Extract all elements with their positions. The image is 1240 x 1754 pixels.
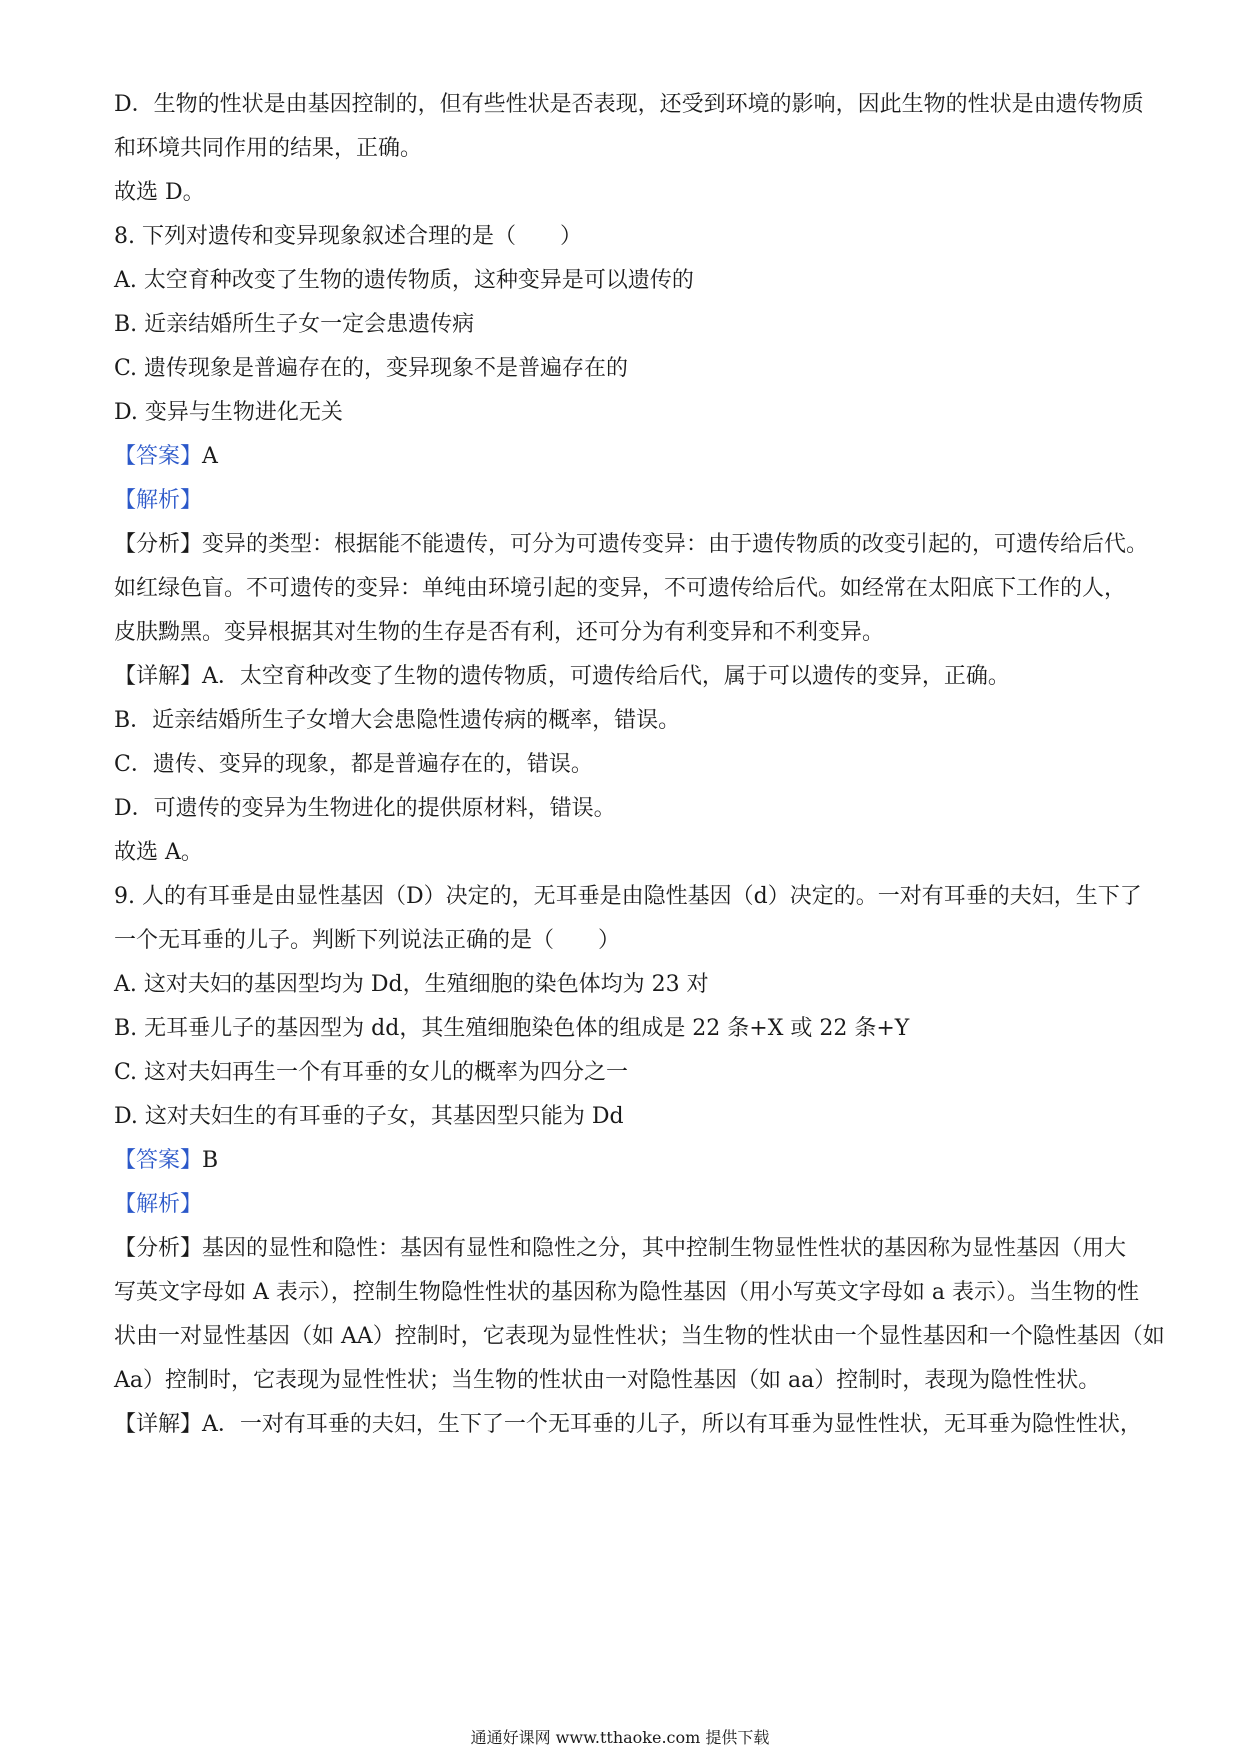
fenxi-line: 【分析】基因的显性和隐性：基因有显性和隐性之分，其中控制生物显性性状的基因称为显性基因（用大 (114, 1236, 1127, 1261)
text-line: D．生物的性状是由基因控制的，但有些性状是否表现，还受到环境的影响，因此生物的性状是由遗传物质 (114, 92, 1144, 117)
text-line: D．可遗传的变异为生物进化的提供原材料，错误。 (114, 796, 616, 821)
text-line: 皮肤黝黑。变异根据其对生物的生存是否有利，还可分为有利变异和不利变异。 (114, 620, 885, 645)
question-9-option-d: D. 这对夫妇生的有耳垂的子女，其基因型只能为 Dd (114, 1104, 624, 1129)
question-8-option-c: C. 遗传现象是普遍存在的，变异现象不是普遍存在的 (114, 356, 629, 381)
analysis-tag: 【解析】 (114, 488, 203, 513)
text-line: 故选 D。 (114, 180, 205, 205)
question-8-option-b: B. 近亲结婚所生子女一定会患遗传病 (114, 312, 475, 337)
answer-line (114, 1146, 1134, 1176)
text-line: 如红绿色盲。不可遗传的变异：单纯由环境引起的变异，不可遗传给后代。如经常在太阳底下工作的人， (114, 576, 1127, 601)
question-9-option-b: B. 无耳垂儿子的基因型为 dd，其生殖细胞染色体的组成是 22 条+X 或 22 条+Y (114, 1016, 910, 1041)
xiangjie-line: 【详解】A．一对有耳垂的夫妇，生下了一个无耳垂的儿子，所以有耳垂为显性性状，无耳垂为隐性性状， (114, 1412, 1142, 1437)
fenxi-tag: 【分析】 (114, 532, 203, 557)
text-line: 写英文字母如 A 表示），控制生物隐性性状的基因称为隐性基因（用小写英文字母如 a 表示）。当生物的性 (114, 1280, 1139, 1305)
answer-tag: 【答案】 (114, 1148, 203, 1173)
analysis-line (114, 486, 1134, 516)
text-line: Aa）控制时，它表现为显性性状；当生物的性状由一对隐性基因（如 aa）控制时，表现为隐性性状。 (114, 1368, 1101, 1393)
text-line: 故选 A。 (114, 840, 203, 865)
answer-value: A (202, 444, 218, 469)
answer-line (114, 442, 1134, 472)
question-9-option-c: C. 这对夫妇再生一个有耳垂的女儿的概率为四分之一 (114, 1060, 629, 1085)
analysis-line (114, 1190, 1134, 1220)
xiangjie-tag: 【详解】 (114, 1412, 203, 1437)
text-line: 状由一对显性基因（如 AA）控制时，它表现为显性性状；当生物的性状由一个显性基因和一个隐性基因（如 (114, 1324, 1165, 1349)
question-9-stem: 9. 人的有耳垂是由显性基因（D）决定的，无耳垂是由隐性基因（d）决定的。一对有耳垂的夫妇，生下了 (114, 884, 1142, 909)
question-8-option-d: D. 变异与生物进化无关 (114, 400, 343, 425)
analysis-tag: 【解析】 (114, 1192, 203, 1217)
question-8-option-a: A. 太空育种改变了生物的遗传物质，这种变异是可以遗传的 (114, 268, 694, 293)
text-line: 和环境共同作用的结果，正确。 (114, 136, 423, 161)
text-line: C．遗传、变异的现象，都是普遍存在的，错误。 (114, 752, 593, 777)
fenxi-tag: 【分析】 (114, 1236, 203, 1261)
xiangjie-tag: 【详解】 (114, 664, 203, 689)
question-9-option-a: A. 这对夫妇的基因型均为 Dd，生殖细胞的染色体均为 23 对 (114, 972, 709, 997)
xiangjie-line: 【详解】A．太空育种改变了生物的遗传物质，可遗传给后代，属于可以遗传的变异，正确。 (114, 664, 1010, 689)
text-line: B．近亲结婚所生子女增大会患隐性遗传病的概率，错误。 (114, 708, 681, 733)
answer-tag: 【答案】 (114, 444, 203, 469)
question-8-stem: 8. 下列对遗传和变异现象叙述合理的是（ ） (114, 224, 582, 249)
question-9-stem-cont: 一个无耳垂的儿子。判断下列说法正确的是（ ） (114, 928, 621, 953)
fenxi-line: 【分析】变异的类型：根据能不能遗传，可分为可遗传变异：由于遗传物质的改变引起的，可遗传给后代。 (114, 532, 1149, 557)
answer-value: B (202, 1148, 219, 1173)
page-footer: 通通好课网 www.tthaoke.com 提供下载 (470, 1728, 770, 1747)
